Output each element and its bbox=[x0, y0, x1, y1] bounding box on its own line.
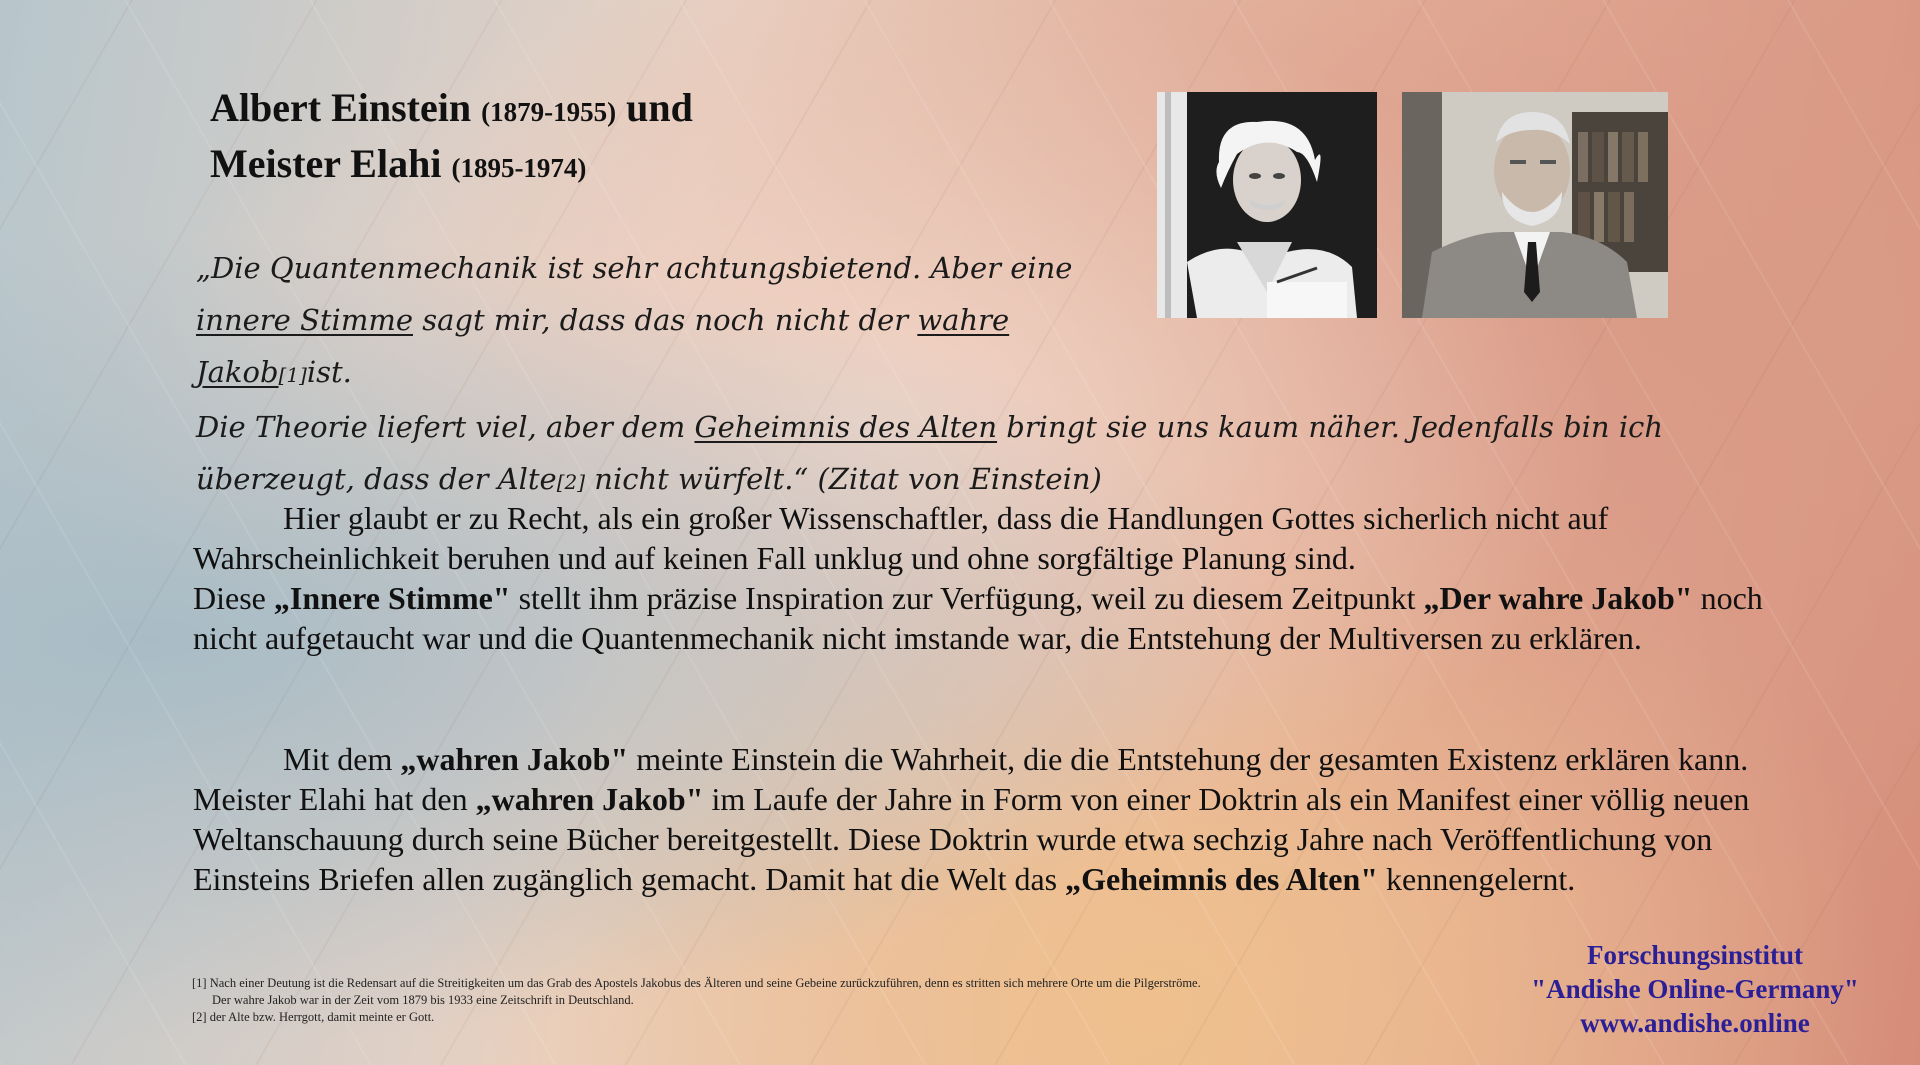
paragraph-text: noch nicht aufgetaucht war und die Quantenmechanik nicht imstande war, die Entstehung der Multiversen zu erklären. bbox=[193, 580, 1763, 656]
title-line-2 bbox=[210, 138, 693, 194]
quote-text: Die Theorie liefert viel, aber dem bbox=[196, 410, 695, 444]
title-conjunction: und bbox=[626, 85, 693, 130]
paragraph-1 bbox=[193, 498, 1783, 658]
institute-name: Forschungsinstitut bbox=[1586, 940, 1804, 970]
paragraph-text: kennengelernt. bbox=[1378, 861, 1576, 897]
page-title bbox=[210, 82, 693, 194]
bold-innere-stimme: „Innere Stimme" bbox=[273, 580, 511, 616]
bold-der-wahre-jakob: „Der wahre Jakob" bbox=[1423, 580, 1693, 616]
quote-text: bringt sie uns kaum näher. Jedenfalls bin ich überzeugt, dass der Alte bbox=[196, 410, 1664, 496]
footnote-ref-1[interactable]: [1] bbox=[278, 363, 307, 387]
footnote-1: [1] Nach einer Deutung ist die Redensart auf die Streitigkeiten um das Grab des Apostels Jakobus des Älteren und seine Gebeine zurückzuführen, denn es stritten sich mehrere Orte um die Pilgerströme. bbox=[192, 976, 1201, 990]
quote-text: nicht würfelt.“ (Zitat von Einstein) bbox=[585, 462, 1102, 496]
paragraph-text: Mit dem bbox=[283, 741, 401, 777]
quote-text: sagt mir, dass das noch nicht der bbox=[413, 303, 918, 337]
paragraph-text: stellt ihm präzise Inspiration zur Verfügung, weil zu diesem Zeitpunkt bbox=[510, 580, 1424, 616]
quote-paragraph-1 bbox=[196, 242, 1076, 401]
quote-paragraph-2 bbox=[196, 401, 1676, 508]
paragraph-2 bbox=[193, 739, 1783, 899]
quote-underline-wahre-jakob: wahre Jakob bbox=[196, 303, 1010, 389]
paragraph-text: im Laufe der Jahre in Form von einer Doktrin als ein Manifest einer völlig neuen Weltanschauung durch seine Bücher bereitgestellt. Diese Doktrin wurde etwa sechzig Jahre nach Veröffentlichung von Einsteins Briefen allen zugänglich gemacht. Damit hat die Welt das bbox=[193, 781, 1750, 897]
bold-wahren-jakob: „wahren Jakob" bbox=[400, 741, 629, 777]
quote-text: ist. bbox=[306, 355, 352, 389]
institute-org: "Andishe Online-Germany" bbox=[1531, 974, 1859, 1004]
paragraph-text: Diese bbox=[193, 580, 274, 616]
title-years-einstein: (1879-1955) bbox=[481, 97, 617, 127]
paragraph-text: Hier glaubt er zu Recht, als ein großer Wissenschaftler, dass die Handlungen Gottes sicherlich nicht auf Wahrscheinlichkeit beruhen und auf keinen Fall unklug und ohne sorgfältige Planung sind. bbox=[193, 500, 1609, 576]
title-name-elahi: Meister Elahi bbox=[210, 141, 442, 186]
paragraph-text: meinte Einstein die Wahrheit, die die Entstehung der gesamten Existenz erklären kann. Meister Elahi hat den bbox=[193, 741, 1749, 817]
quote-text: „Die Quantenmechanik ist sehr achtungsbietend. Aber eine bbox=[196, 251, 1073, 285]
title-line-1 bbox=[210, 82, 693, 138]
footnote-2: [2] der Alte bzw. Herrgott, damit meinte er Gott. bbox=[192, 1010, 435, 1024]
einstein-quote bbox=[196, 242, 1676, 508]
quote-underline-innere-stimme: innere Stimme bbox=[196, 303, 413, 337]
footnote-1-continued: Der wahre Jakob war in der Zeit vom 1879 bis 1933 eine Zeitschrift in Deutschland. bbox=[212, 993, 634, 1007]
footnotes bbox=[192, 975, 1201, 1026]
bold-geheimnis-des-alten: „Geheimnis des Alten" bbox=[1065, 861, 1379, 897]
footnote-ref-2[interactable]: [2] bbox=[556, 470, 586, 494]
institute-credit bbox=[1500, 938, 1890, 1040]
quote-underline-geheimnis: Geheimnis des Alten bbox=[694, 410, 998, 444]
institute-url[interactable]: www.andishe.online bbox=[1580, 1008, 1810, 1038]
bold-wahren-jakob-2: „wahren Jakob" bbox=[475, 781, 704, 817]
title-years-elahi: (1895-1974) bbox=[451, 153, 587, 183]
title-name-einstein: Albert Einstein bbox=[210, 85, 472, 130]
